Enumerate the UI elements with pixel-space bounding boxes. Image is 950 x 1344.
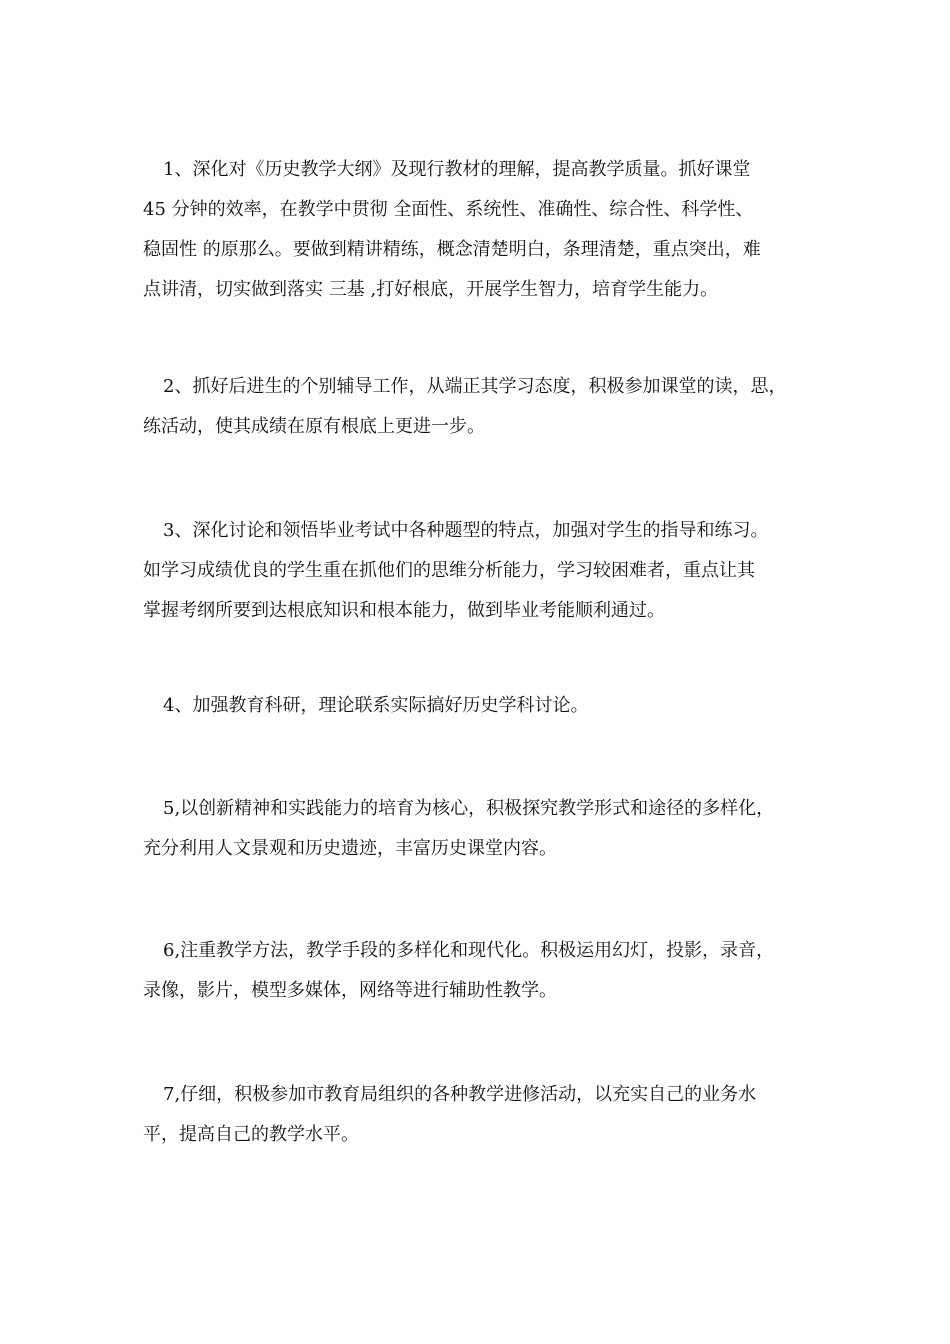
paragraph-line: 45 分钟的效率，在教学中贯彻 全面性、系统性、准确性、综合性、科学性、 [143, 199, 754, 220]
paragraph-7 [143, 1075, 823, 1155]
paragraph-line: 3、深化讨论和领悟毕业考试中各种题型的特点，加强对学生的指导和练习。 [163, 520, 769, 541]
paragraph-line: 6,注重教学方法，教学手段的多样化和现代化。积极运用幻灯，投影，录音， [163, 940, 775, 961]
paragraph-line: 练活动，使其成绩在原有根底上更进一步。 [143, 416, 485, 437]
paragraph-3 [143, 511, 823, 631]
paragraph-5 [143, 789, 823, 869]
paragraph-line: 点讲清，切实做到落实 三基 ,打好根底，开展学生智力，培育学生能力。 [143, 279, 719, 300]
paragraph-4 [143, 686, 823, 726]
paragraph-line: 2、抓好后进生的个别辅导工作，从端正其学习态度，积极参加课堂的读，思， [163, 376, 787, 397]
paragraph-line: 充分利用人文景观和历史遗迹，丰富历史课堂内容。 [143, 838, 557, 859]
paragraph-line: 录像，影片，模型多媒体，网络等进行辅助性教学。 [143, 980, 557, 1001]
paragraph-line: 掌握考纲所要到达根底知识和根本能力，做到毕业考能顺利通过。 [143, 600, 665, 621]
paragraph-line: 7,仔细，积极参加市教育局组织的各种教学进修活动，以充实自己的业务水 [163, 1084, 757, 1105]
paragraph-2 [143, 367, 823, 447]
paragraph-line: 稳固性 的原那么。要做到精讲精练，概念清楚明白，条理清楚，重点突出，难 [143, 239, 761, 260]
paragraph-line: 5,以创新精神和实践能力的培育为核心，积极探究教学形式和途径的多样化， [163, 798, 775, 819]
paragraph-6 [143, 931, 823, 1011]
paragraph-line: 1、深化对《历史教学大纲》及现行教材的理解，提高教学质量。抓好课堂 [163, 159, 751, 180]
paragraph-line: 如学习成绩优良的学生重在抓他们的思维分析能力，学习较困难者，重点让其 [143, 560, 755, 581]
paragraph-line: 4、加强教育科研，理论联系实际搞好历史学科讨论。 [163, 695, 589, 716]
paragraph-1 [143, 150, 823, 310]
paragraph-line: 平，提高自己的教学水平。 [143, 1124, 359, 1145]
